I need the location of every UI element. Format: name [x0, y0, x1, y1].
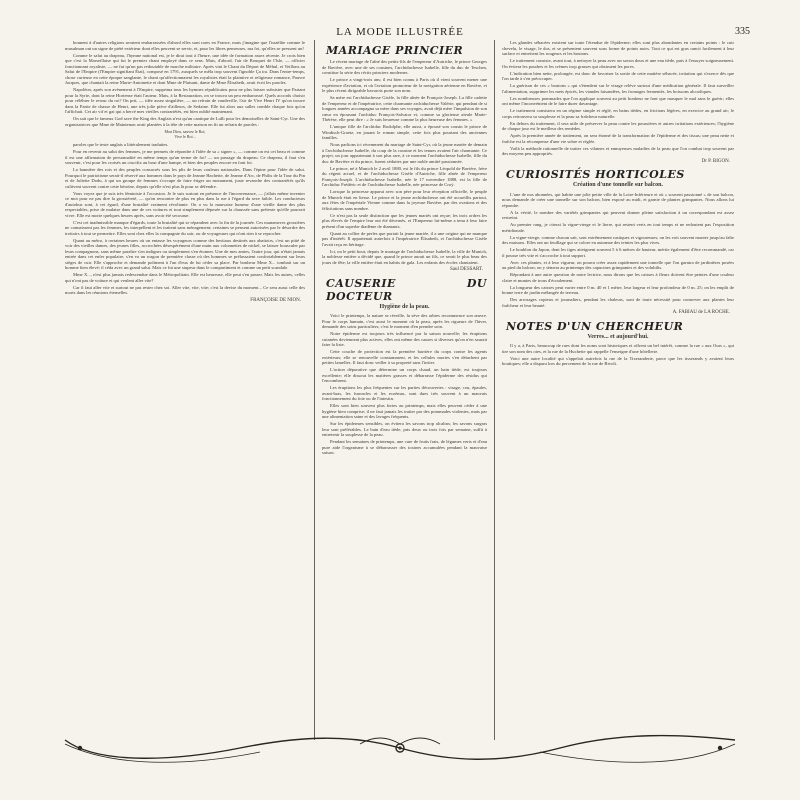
- running-header-title: LA MODE ILLUSTRÉE: [336, 26, 464, 38]
- paragraph: Sa mère est l'archiduchesse Gisèle, la fille aînée de François-Joseph. La fille cadette de l'empereur et de l'impératrice, cette charmante archiduchesse Valérie, qui pendant de si longues années accompagna sa mère dans ses voyages, avait déjà mère l'impulsion de son cœur en épousant l'archiduc François-Salvator et, comme sa glorieuse aïeule Marie-Thérèse, elle peut dire : « Je suis heureuse comme la plus heureuse des femmes. »: [322, 95, 487, 122]
- paragraph: Après la première année de traitement, on sera étonné de la transformation de l'épiderme et des tissus; une peau nette et fraîche est la récompense d'une vie sobre et réglée.: [502, 133, 734, 144]
- paragraph: Il y a, à Paris, beaucoup de rues dont les noms sont historiques et offrent un bel intérêt, comme la rue « aux Ours », qui tire son nom des oies, et la rue de la Huchette qui rappelle l'enseigne d'une hôtellerie.: [502, 343, 734, 354]
- paragraph: On sait que le fameux God save the King des Anglais n'est qu'un cantique de Lulli pour les demoiselles de Saint-Cyr. Une des organisatrices que Mme de Maintenon avait plantées à la tête de cette maison en fit un refrain de paroles :: [65, 116, 305, 127]
- paragraph: Voici le printemps, la nature se réveille, la sève des arbres recommence son œuvre. Pour le corps humain, c'est aussi le moment où la peau, après les rigueurs de l'hiver, demande des soins particuliers; c'est le moment d'en prendre soin.: [322, 313, 487, 329]
- paragraph: Vous voyez que je suis très féministe à l'occasion. Je le suis surtout en présence de l'inconvenance, — j'allais même inventer ce mot pour ne pas dire la grossièreté, — qu'on rencontre de plus en plus dans la rue à l'égard du sexe faible. Les conducteurs d'autobus sont, à cet égard, d'une brutalité vraiment révoltante. On a vu la mauvaise humeur d'une vieille dame des plus respectables, prise de malaise dans une de ces voitures et tout simplement déposée sur la chaussée sans prétexte qu'elle pourrait vivre. Elle est morte quelques heures après, sans avoir été secourue.: [65, 190, 305, 218]
- paragraph: Le traitement consiste, avant tout, à nettoyer la peau avec un savon doux et une eau tiède, puis à l'essuyer soigneusement. On évitera les poudres et les crèmes trop grasses qui obstruent les pores.: [502, 58, 734, 69]
- verse-quote: Mon Dieu, sauvez le Roi, Vive le Roi...: [164, 129, 206, 139]
- paragraph: Des arrosages copieux et journaliers, pendant les chaleurs, sont de toute nécessité pour conserver aux plantes leur fraîcheur et leur beauté.: [502, 297, 734, 308]
- paragraph: Pendant les semaines de printemps, une cure de fruits frais, de légumes verts et d'eau pure aide l'organisme à se débarrasser des toxines accumulées pendant la mauvaise saison.: [322, 439, 487, 455]
- author-signature: Saul DESSART.: [450, 267, 483, 272]
- column-right: [502, 40, 734, 730]
- section-title-causerie: CAUSERIE DU DOCTEUR: [326, 276, 487, 303]
- paragraph: Notre épiderme est toujours très influencé par la saison nouvelle; les éruptions cutanées deviennent plus actives, elles ont même des causes si diverses qu'on n'en saurait faire la liste.: [322, 331, 487, 347]
- paragraph: Au premier rang, je citerai la vigne-vierge et le lierre, qui restent verts en tout temps et ne redoutent pas l'exposition méridionale.: [502, 222, 734, 233]
- paragraph: Répondant à une autre question de notre lectrice, nous dirons que les caisses à fleurs doivent être peintes d'une couleur claire et munies de trous d'écoulement.: [502, 272, 734, 283]
- section-title-notes: NOTES D'UN CHERCHEUR: [506, 319, 684, 333]
- paragraph: En dehors du traitement, il sera utile de préserver la peau contre les poussières et autres irritations extérieures; l'hygiène de chaque jour est le meilleur des remèdes.: [502, 120, 734, 131]
- paragraph: Napoléon, après son avènement à l'Empire, supprima tous les hymnes républicains pour ne plus laisser subsister que Partant pour la Syrie, dont la reine Hortense était l'auteur. Mais, à la Restauration, on se trouva un peu embarrassé. Quels accords choisir pour célébrer le retour du roi? On prit, — idée assez singulière, — un refrain de vaudeville, l'air de Vive Henri IV qu'on trouve dans la Partie de chasse de Henri, une très jolie pièce d'ailleurs, de Sedaine. Elle fut alors aux salles comble chaque fois qu'on l'affichait. Cet air vif et gai qui a bercé mes vieilles contrariétés, est bien oublié maintenant.: [65, 87, 305, 114]
- paragraph: Lorsque la princesse apparut avec son père pour leur réception officielle, le peuple de Munich était en liesse. Le prince et la jeune archiduchesse ont été accueillis partout, aux fêtes de l'impériale Vienne comme dans la joyeuse Bavière, par des ovations et des félicitations sans nombre.: [322, 189, 487, 211]
- section-subtitle: Hygiène de la peau.: [379, 303, 430, 310]
- author-signature: Dr P. BIGON.: [701, 158, 730, 164]
- paragraph: Cette couche de protection est la première barrière du corps contre les agents extérieurs; elle se renouvelle constamment, et les cellules mortes s'en détachent par petites lamelles. Il faut donc veiller à sa propreté sans l'irriter.: [322, 349, 487, 365]
- paragraph: Mme X..., n'est plus jamais redescendue dans le Métropolitain. Elle est heureuse, elle peut s'en passer. Mais les autres, celles qui n'ont pas de voiture et qui veulent aller vite?: [65, 272, 305, 283]
- column-divider: [494, 40, 495, 740]
- column-middle: [322, 40, 487, 730]
- paragraph: paroles que le texte anglais a littéralement traduites.: [73, 142, 169, 147]
- column-left: [65, 40, 305, 730]
- paragraph: Voilà la méthode rationnelle de traiter ces vilaines et ennuyeuses maladies de la peau que l'on combat trop souvent par des moyens peu appropriés.: [502, 145, 734, 156]
- author-signature: FRANÇOISE DE NION.: [250, 297, 301, 303]
- paragraph: L'indication bien nette, prolongée, est donc de favoriser la sortie de cette matière sébacée, irritation qui s'exerce dès que l'on tarde à s'en préoccuper.: [502, 70, 734, 81]
- page-number: 335: [735, 26, 750, 37]
- paragraph: La bannière des rois et des peuples consacrés sous les plis de leurs couleurs nationales. Dans l'épine pour l'idée de salut. Pourquoi le patriotisme serait-il réservé aux hommes dans le pays de Jeanne Hachette, de Jeanne d'Arc, de Philis de la Tour du Pin et de Juliette Dodu, à qui un groupe de femmes s'occupe de faire ériger un monument, juste revanche des contrariétés qu'ils cultivent souvent contre cette héroïne, depuis qu'elle n'est plus là pour se défendre.: [65, 167, 305, 189]
- paragraph: Le traitement consistera en un régime simple et réglé, en bains tièdes, en frictions légères, en exercice au grand air; le corps retrouvera sa souplesse et la peau sa fraîcheur naturelle.: [502, 108, 734, 119]
- paragraph: C'est cet inadmissible manque d'égards, toute la brutalité qui se répandent avec la fin de la journée. Ces manœuvres grossières ne connaissent pas les femmes, les interpellent et les traitent sans ménagement; certaines se pensent autorisées par le désordre des trottoirs à tout se permettre. Elles sont chez elles la compagnie du soir, ou de voyageuses qui n'ont rien à se reprocher.: [65, 219, 305, 236]
- paragraph: L'action dépurative que détermine un corps chaud, un bain tiède, est toujours excellente; elle dissout les matières grasses et débarrasse l'épiderme des résidus qui l'encombrent.: [322, 367, 487, 383]
- paragraph: Ici, on le petit bout, depuis le mariage de l'archiduchesse Isabelle, la ville de Munich, la noblesse entière a décidé que, quand le prince aurait un fils, ce serait le plus beau des jours de fête; la ville entière était en habits de gala. Les enfants des écoles chantaient.: [322, 248, 487, 265]
- paragraph: Ce n'est pas la seule distinction que les jeunes mariés ont reçue; les trois ordres les plus élevés de l'empire leur ont été décernés, et l'Empereur lui-même a tenu à leur faire présent d'un superbe diadème de diamants.: [322, 212, 487, 229]
- paragraph: Avec ces plantes, et à leur vigueur, on pourra créer assez rapidement une tonnelle que l'on garnira de jardinières posées au pied du balcon; on y sèmera au printemps des capucines grimpantes et des volubilis.: [502, 259, 734, 270]
- paragraph: L'une de nos abonnées, qui habite une jolie petite ville de la Loire-Inférieure et où « souvent passionné » de son balcon, nous demande de créer une tonnelle sur son balcon, bien exposé au midi, et garnie de plantes grimpantes. Nous allons lui répondre.: [502, 191, 734, 208]
- paragraph: Pour en revenir au salut des femmes, je me permets de répondre à l'idée de sa « signer », — comme on est cet beau et comme il est une affirmation de personnalité en même temps qu'un terme de foi! — un passage du drapeau. Ce drapeau, il faut s'en souvenir, c'est pour les croisés un crucifix au bout d'une hampe, et bien des peuples encore en font foi.: [65, 149, 305, 165]
- paragraph: Le prince a vingt-trois ans; il est bien connu à Paris où il vient souvent mener une expérience d'aviation, et où l'aviation promoteur de la navigation aérienne en Bavière, et le plus récent dirigeable bavarois porte son nom.: [322, 77, 487, 93]
- paragraph: Sur les épidermes sensibles, on évitera les savons trop alcalins; les savons surgras leur sont préférables. Le bain d'eau tiède, pris deux ou trois fois par semaine, suffit à entretenir la souplesse de la peau.: [322, 421, 487, 437]
- paragraph: Nous parlions ici récemment du mariage de Saint-Cyr, où la jeune mariée de demain à l'archiduchesse Isabelle, du coup de la cousine et les tenues avaient l'air charmante. Ce projet, un jour appartenant à son plus rare, à ce moment l'archiduchesse Isabelle, fille du duc de Bavière et du prince, furent séduites par une noble amitié passionnée.: [322, 142, 487, 164]
- author-signature: A. FABIAU de LA ROCHE.: [672, 310, 730, 315]
- paragraph: Le houblon du Japon, dont les tiges atteignent souvent 5 à 6 mètres de hauteur, mérite également d'être recommandé, car il pousse très vite et s'accroche à tout support.: [502, 247, 734, 258]
- paragraph: Quant au métro, à certaines heures où on entasse les voyageurs comme des bestiaux destinés aux abattoirs, c'est un pitié de voir des vieilles dames, des jeunes filles, accrochées désespérément d'une main aux colonnettes de nickel, se laisser bousculer par leurs compagnons, sans même paraître s'en indigner ou simplement s'en étonner. Une de mes amies, l'autre jour, qui n'était jamais entrée dans cet enfer populaire, s'en va un wagon de première classe où des hommes se prélassaient confortablement sur leurs sièges de cuir. Elle s'approche et demande poliment à l'un d'eux de lui céder sa place. Par bonheur Mme X... tombait sur un homme bien élevé; il céda avec un grand salut. Mais ce fut une stupeur dans le compartiment et comme un petit scandale.: [65, 237, 305, 270]
- paragraph: L'unique fille de l'archiduc Rodolphe, elle aussi, a épousé son cousin le prince de Windisch-Graetz, en jouant le roman simple, cette fois plus pourtant des anciennes familles.: [322, 124, 487, 140]
- paragraph: Quant au collier de perles que portait la jeune mariée, il a une origine qui ne manque pas d'intérêt. Il appartenait autrefois à l'impératrice Élisabeth, et l'archiduchesse Gisèle l'avait reçu en héritage.: [322, 230, 487, 247]
- paragraph: La guérison de ces « boutons » qui s'étendent sur le visage relève surtout d'une médication générale. Il faut surveiller l'alimentation, supprimer les mets épicés, les viandes faisandées, les fromages fermentés, les boissons alcooliques.: [502, 83, 734, 94]
- section-subtitle: Verres... et aujourd'hui.: [587, 333, 649, 340]
- paragraph: La vigne-vierge, comme chacun sait, sont extrêmement rustiques et vigoureuses; on les voit souvent monter jusqu'au faîte des maisons. Elles ont un feuillage qui se colore en automne des teintes les plus vives.: [502, 234, 734, 245]
- section-title-curiosites: CURIOSITÉS HORTICOLES: [506, 168, 685, 181]
- paragraph: bonnent à d'autres religions seraient embarrassées d'abord elles sont rares en France, mais j'imagine que l'israélite comme le musulman ont un signe de piété extérieur dont elles peuvent se servir, et, pour les libres penseuses, ma foi, qu'elles se pressent un!: [65, 40, 305, 51]
- paragraph: Le prince, né à Munich le 2 avril 1880, est le fils du prince Léopold de Bavière, frère du régent actuel, et de l'archiduchesse Gisèle d'Autriche, fille aînée de l'empereur François-Joseph. L'archiduchesse Isabelle, née le 17 novembre 1888, est la fille de l'archiduc Frédéric et de l'archiduchesse Isabelle, née princesse de Croÿ.: [322, 165, 487, 187]
- paragraph: Les glandes sébacées existent sur toute l'étendue de l'épiderme; elles sont plus abondantes en certains points : le cuir chevelu, le visage, le dos, et se présentent souvent sous forme de points noirs. Tout ce qui est gras rancit facilement à leur surface et entretient les rougeurs et les boutons.: [502, 40, 734, 56]
- paragraph: Voici une autre localité qui s'appelait autrefois la rue de la Tixeranderie, parce que les tisserands y avaient leurs boutiques; elle a disparu lors du percement de la rue de Rivoli.: [502, 355, 734, 366]
- paragraph: Les éruptions les plus fréquentes sur les parties découvertes : visage, cou, épaules, avant-bras, les furoncles et les eczémas, sont dues très souvent à un mauvais fonctionnement du foie ou de l'intestin.: [322, 385, 487, 401]
- section-title-mariage: MARIAGE PRINCIER: [326, 44, 464, 57]
- column-divider: [314, 40, 315, 740]
- paragraph: Car il faut aller vite et surtout ne pas rester chez soi. Aller vite, vite, vite; c'est la devise du moment... Ce sera aussi celle des morts dans les réunions éternelles.: [65, 284, 305, 295]
- section-subtitle: Création d'une tonnelle sur balcon.: [572, 182, 664, 188]
- paragraph: A la vérité, le nombre des variétés grimpantes qui peuvent donner pleine satisfaction à un correspondant est assez restreint.: [502, 209, 734, 220]
- paragraph: La longueur des caisses peut varier entre 0 m. 40 et 1 mètre, leur largeur et leur profondeur de 0 m. 25; on les emplit de bonne terre de jardin mélangée de terreau.: [502, 284, 734, 295]
- paragraph: Le récent mariage de l'aîné des petits-fils de l'empereur d'Autriche, le prince Georges de Bavière, avec une de ses cousines, l'archiduchesse Isabelle, fille du duc de Teschen, constitue la série des récits princiers modernes.: [322, 59, 487, 75]
- paragraph: Comme le salut au drapeau, l'hymne national est, je le dirai tout à l'heure, une idée de formation assez récente. Je crois bien que c'est la Marseillaise qui fut le premier chant employé dans ce sens. Mais, d'abord, l'air de Bouquet de l'Isle, — officier fonctionnant royaliste, — ne fut qu'un pas redoutable de marche militaire. Après vint le Chant du Départ de Méhul, et Veillons au Salut de l'Empire (l'Empire signifiant État), composé en 1791, auxquels se mêla trop souvent l'ignoble Ça ira. Dans l'entre-temps, chose curieuse en cette époque sanglante, le chant qu'affectionnaient les royalistes était la plaintive et religieuse romance, Pauvre Jacques, que chantait la reine Marie-Antoinette et dont Mme de Plaisant, dame de Mme Élisabeth, avait écrit les paroles.: [65, 52, 305, 85]
- paragraph: Les nombreuses pommades que l'on applique souvent au petit bonheur ne font que masquer le mal sans le guérir; elles ont même l'inconvénient de le faire durer davantage.: [502, 95, 734, 106]
- footer-ornament: [60, 730, 740, 770]
- paragraph: Elles sont bien souvent plus fortes au printemps, mais elles peuvent céder à une hygiène bien comprise; il ne faut jamais les traiter par des pommades violentes, mais par une alimentation saine et des lavages fréquents.: [322, 403, 487, 419]
